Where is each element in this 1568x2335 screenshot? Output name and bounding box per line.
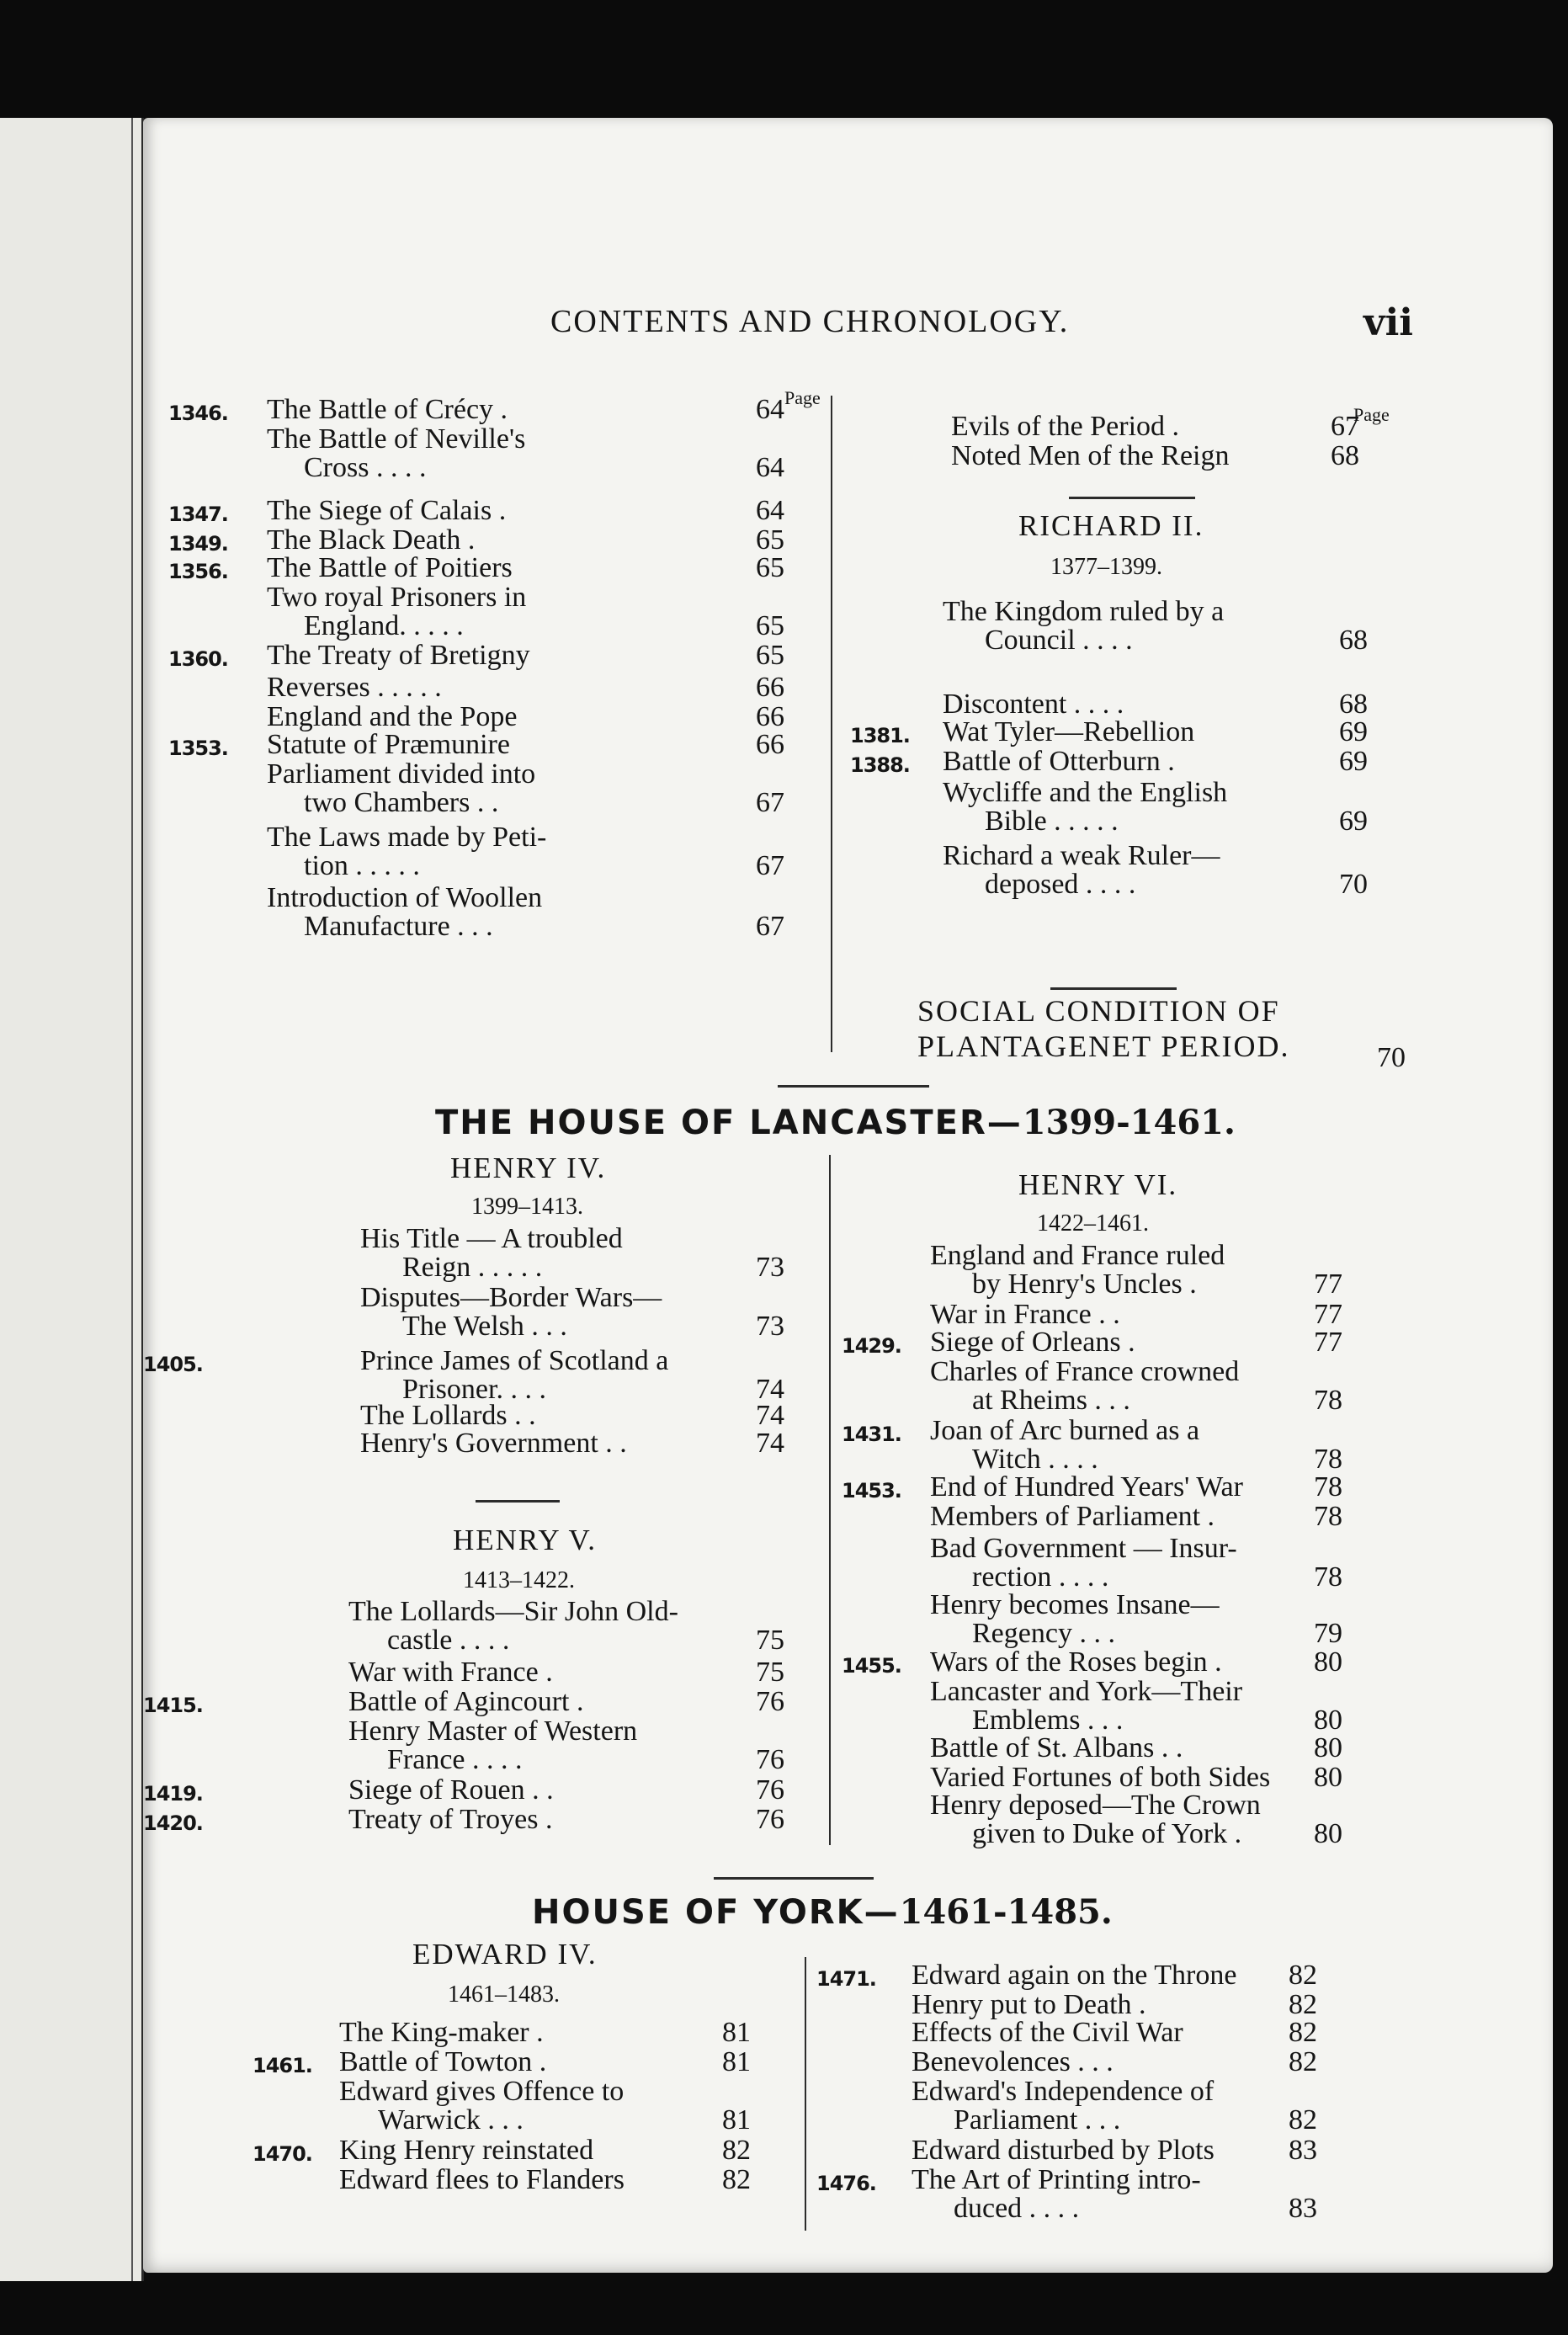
entry-page: 74 bbox=[756, 1428, 784, 1459]
entry-text: Noted Men of the Reign bbox=[951, 440, 1230, 471]
entry-text: The Battle of Neville's bbox=[267, 423, 526, 455]
entry-text: Effects of the Civil War bbox=[912, 2017, 1183, 2048]
entry-text: The King-maker . bbox=[339, 2017, 544, 2048]
entry-text: Henry deposed—The Crown bbox=[930, 1790, 1261, 1821]
entry-text: The Lollards—Sir John Old- bbox=[348, 1596, 678, 1627]
entry-page: 79 bbox=[1314, 1618, 1342, 1649]
entry-year: 1346. bbox=[168, 402, 228, 425]
entry-text: England and France ruled bbox=[930, 1240, 1225, 1271]
henry6-title: HENRY VI. bbox=[1018, 1168, 1178, 1201]
entry-text: Emblems . . . bbox=[972, 1705, 1124, 1736]
entry-text: Bible . . . . . bbox=[985, 806, 1119, 837]
edward4-title: EDWARD IV. bbox=[412, 1938, 598, 1971]
henry5-years: 1413–1422. bbox=[463, 1567, 575, 1593]
entry-page: 82 bbox=[722, 2164, 751, 2195]
york-heading-years: 1461-1485. bbox=[899, 1892, 1113, 1932]
henry4-years: 1399–1413. bbox=[471, 1194, 583, 1220]
entry-text: Bad Government — Insur- bbox=[930, 1533, 1237, 1564]
entry-text: Evils of the Period . bbox=[951, 411, 1180, 442]
entry-page: 76 bbox=[756, 1744, 784, 1775]
entry-page: 65 bbox=[756, 640, 784, 671]
entry-text: Battle of Agincourt . bbox=[348, 1686, 584, 1717]
entry-text: two Chambers . . bbox=[304, 787, 499, 818]
entry-text: Siege of Rouen . . bbox=[348, 1774, 554, 1806]
entry-year: 1349. bbox=[168, 532, 228, 556]
entry-text: duced . . . . bbox=[954, 2193, 1080, 2224]
entry-text: Charles of France crowned bbox=[930, 1356, 1240, 1387]
entry-text: Henry becomes Insane— bbox=[930, 1589, 1220, 1620]
entry-text: Regency . . . bbox=[972, 1618, 1115, 1649]
entry-text: England and the Pope bbox=[267, 701, 518, 732]
entry-page: 81 bbox=[722, 2046, 751, 2077]
entry-text: Wars of the Roses begin . bbox=[930, 1646, 1222, 1678]
entry-page: 67 bbox=[756, 787, 784, 818]
entry-text: Reverses . . . . . bbox=[267, 672, 442, 703]
page-header-title: CONTENTS AND CHRONOLOGY. bbox=[550, 304, 1070, 339]
entry-text: Henry's Government . . bbox=[360, 1428, 627, 1459]
entry-text: Battle of Otterburn . bbox=[943, 746, 1175, 777]
entry-page: 74 bbox=[756, 1400, 784, 1431]
entry-text: by Henry's Uncles . bbox=[972, 1269, 1197, 1300]
lancaster-heading-years: 1399-1461. bbox=[1022, 1103, 1236, 1142]
entry-text: Parliament . . . bbox=[954, 2104, 1121, 2136]
entry-text: tion . . . . . bbox=[304, 850, 420, 881]
entry-text: rection . . . . bbox=[972, 1561, 1109, 1593]
entry-page: 69 bbox=[1339, 746, 1368, 777]
richard-title: RICHARD II. bbox=[1018, 509, 1204, 542]
entry-page: 73 bbox=[756, 1311, 784, 1342]
entry-page: 82 bbox=[1289, 2104, 1317, 2136]
entry-text: Joan of Arc burned as a bbox=[930, 1415, 1200, 1446]
entry-page: 65 bbox=[756, 610, 784, 641]
entry-year: 1353. bbox=[168, 737, 228, 760]
entry-page: 76 bbox=[756, 1804, 784, 1835]
richard-years: 1377–1399. bbox=[1050, 554, 1162, 580]
entry-text: Parliament divided into bbox=[267, 758, 536, 790]
entry-page: 65 bbox=[756, 524, 784, 556]
entry-page: 75 bbox=[756, 1657, 784, 1688]
lancaster-heading-text: THE HOUSE OF LANCASTER— bbox=[435, 1104, 1023, 1142]
entry-page: 78 bbox=[1314, 1444, 1342, 1475]
entry-text: Edward flees to Flanders bbox=[339, 2164, 625, 2195]
entry-text: Treaty of Troyes . bbox=[348, 1804, 553, 1835]
entry-text: The Lollards . . bbox=[360, 1400, 536, 1431]
entry-text: War with France . bbox=[348, 1657, 553, 1688]
entry-text: The Laws made by Peti- bbox=[267, 822, 547, 853]
entry-text: Siege of Orleans . bbox=[930, 1327, 1135, 1358]
entry-page: 66 bbox=[756, 729, 784, 760]
entry-page: 83 bbox=[1289, 2135, 1317, 2166]
entry-text: Edward disturbed by Plots bbox=[912, 2135, 1215, 2166]
entry-year: 1419. bbox=[143, 1782, 203, 1806]
entry-page: 65 bbox=[756, 552, 784, 583]
entry-page: 64 bbox=[756, 495, 784, 526]
entry-page: 80 bbox=[1314, 1705, 1342, 1736]
entry-text: Statute of Præmunire bbox=[267, 729, 510, 760]
entry-page: 66 bbox=[756, 672, 784, 703]
entry-page: 76 bbox=[756, 1774, 784, 1806]
york-heading-text: HOUSE OF YORK— bbox=[532, 1893, 900, 1932]
entry-text: Introduction of Woollen bbox=[267, 882, 543, 913]
entry-year: 1429. bbox=[842, 1334, 901, 1358]
entry-page: 82 bbox=[1289, 2046, 1317, 2077]
entry-text: Members of Parliament . bbox=[930, 1501, 1215, 1532]
entry-year: 1420. bbox=[143, 1811, 203, 1835]
entry-year: 1415. bbox=[143, 1694, 203, 1717]
entry-year: 1461. bbox=[252, 2054, 312, 2077]
entry-text: Warwick . . . bbox=[378, 2104, 524, 2136]
entry-text: End of Hundred Years' War bbox=[930, 1471, 1243, 1503]
entry-page: 66 bbox=[756, 701, 784, 732]
entry-page: 69 bbox=[1339, 806, 1368, 837]
york-column-divider bbox=[805, 1957, 806, 2231]
entry-page: 78 bbox=[1314, 1561, 1342, 1593]
entry-page: 64 bbox=[756, 452, 784, 483]
entry-page: 81 bbox=[722, 2017, 751, 2048]
entry-year: 1360. bbox=[168, 647, 228, 671]
entry-year: 1347. bbox=[168, 503, 228, 526]
page-number: vii bbox=[1363, 301, 1413, 344]
entry-year: 1405. bbox=[143, 1353, 203, 1376]
entry-text: Council . . . . bbox=[985, 625, 1133, 656]
entry-text: Reign . . . . . bbox=[402, 1252, 543, 1283]
entry-page: 67 bbox=[1331, 411, 1359, 442]
entry-text: Edward again on the Throne bbox=[912, 1960, 1237, 1991]
entry-page: 83 bbox=[1289, 2193, 1317, 2224]
entry-page: 69 bbox=[1339, 716, 1368, 747]
rule-social bbox=[1050, 987, 1177, 990]
entry-year: 1470. bbox=[252, 2142, 312, 2166]
entry-page: 78 bbox=[1314, 1471, 1342, 1503]
entry-page: 77 bbox=[1314, 1299, 1342, 1330]
entry-page: 82 bbox=[1289, 1960, 1317, 1991]
entry-text: The Welsh . . . bbox=[402, 1311, 567, 1342]
entry-page: 68 bbox=[1339, 625, 1368, 656]
entry-text: Disputes—Border Wars— bbox=[360, 1282, 662, 1313]
entry-year: 1431. bbox=[842, 1423, 901, 1446]
entry-text: given to Duke of York . bbox=[972, 1818, 1242, 1849]
page-column-label-right: Page bbox=[1353, 404, 1390, 425]
entry-text: The Art of Printing intro- bbox=[912, 2164, 1201, 2195]
entry-page: 78 bbox=[1314, 1501, 1342, 1532]
lancaster-column-divider bbox=[829, 1155, 831, 1845]
book-page: CONTENTS AND CHRONOLOGY. vii Page Page 1346. The Battle of Crécy . 64 The Battle of Neville's Cross . . . . 64 1347. The Siege of Calais . 64 1349. The Black Death . 65 1356. The Battle of Poitiers 65 Two royal Prisoners in England. . . . . 65 1360. The Treaty of Bretigny 65 Reverses . . . . . 66 England and the Pope 66 1353. Statute of Præmunire 66 Parliament divided into two Chambers . . 67 The Laws made by Peti- tion . . . . . 67 Introduction of Woollen Manufacture . . . 67 Evils of the Period . 67 Noted Men of the Reign 68 RICHARD II. 1377–1399. The Kingdom ruled by a Council . . . . 68 Discontent . . . . 68 1381. Wat Tyler—Rebellion 69 1388. Battle of Otterburn . 69 Wycliffe and the English Bible . . . . . 69 Richard a weak Ruler— deposed . . . . 70 SOCIAL CONDITION OF PLANTAGENET PERIOD. 70 THE HOUSE OF LANCASTER—1399-1461. HENRY IV. 1399–1413. His Title — A troubled Reign . . . . . 73 Disputes—Border Wars— The Welsh . . . 73 1405. Prince James of Scotland a Prisoner. . . . 74 The Lollards . . 74 Henry's Government . . 74 HENRY V. 1413–1422. The Lollards—Sir John Old- castle . . . . 75 War with France . 75 1415. Battle of Agincourt . 76 Henry Master of Western France . . . . 76 1419. Siege of Rouen . . 76 1420. Treaty of Troyes . 76 HENRY VI. 1422–1461. England and France ruled by Henry's Uncles . 77 War in France . . 77 1429. Siege of Orleans . 77 Charles of France crowned at Rheims . . . 78 1431. Joan of Arc burned as a Witch . . . . 78 1453. End of Hundred Years' War 78 Members of Parliament . 78 Bad Government — Insur- rection . . . . 78 Henry becomes Insane— Regency . . . 79 1455. Wars of the Roses begin . 80 Lancaster and York—Their Emblems . . . 80 Battle of St. Albans . . 80 Varied Fortunes of both Sides 80 Henry deposed—The Crown given to Duke of York . 80 HOUSE OF YORK—1461-1485. EDWARD IV. 1461–1483. The King-maker . 81 1461. Battle of Towton . 81 Edward gives Offence to Warwick . . . 81 1470. King Henry reinstated 82 Edward flees to Flanders 82 1471. Edward again on the Throne 82 Henry put to Death . 82 Effects of the Civil War 82 Benevolences . . . 82 Edward's Independence of Parliament . . . 82 Edward disturbed by Plots 83 1476. The Art of Printing intro- duced . . . . 83 bbox=[143, 118, 1553, 2273]
entry-text: Cross . . . . bbox=[304, 452, 427, 483]
plantagenet-column-divider bbox=[831, 396, 832, 1052]
entry-page: 82 bbox=[722, 2135, 751, 2166]
entry-text: England. . . . . bbox=[304, 610, 464, 641]
henry4-title: HENRY IV. bbox=[450, 1152, 607, 1184]
rule-lancaster bbox=[778, 1085, 929, 1088]
entry-page: 64 bbox=[756, 394, 784, 425]
entry-page: 70 bbox=[1339, 869, 1368, 900]
edward4-years: 1461–1483. bbox=[448, 1981, 560, 2008]
page-column-label-left: Page bbox=[784, 387, 821, 408]
entry-page: 82 bbox=[1289, 2017, 1317, 2048]
rule-henry5 bbox=[476, 1500, 560, 1503]
entry-year: 1356. bbox=[168, 560, 228, 583]
entry-page: 76 bbox=[756, 1686, 784, 1717]
entry-text: Battle of Towton . bbox=[339, 2046, 547, 2077]
entry-year: 1455. bbox=[842, 1654, 901, 1678]
entry-text: Edward's Independence of bbox=[912, 2076, 1215, 2107]
rule-richard bbox=[1069, 497, 1195, 499]
entry-text: Varied Fortunes of both Sides bbox=[930, 1762, 1271, 1793]
entry-page: 80 bbox=[1314, 1646, 1342, 1678]
entry-page: 77 bbox=[1314, 1327, 1342, 1358]
henry6-years: 1422–1461. bbox=[1037, 1210, 1149, 1237]
rule-york bbox=[714, 1877, 874, 1880]
entry-text: deposed . . . . bbox=[985, 869, 1136, 900]
entry-page: 75 bbox=[756, 1625, 784, 1656]
entry-page: 82 bbox=[1289, 1989, 1317, 2020]
henry5-title: HENRY V. bbox=[453, 1524, 597, 1556]
entry-text: Two royal Prisoners in bbox=[267, 582, 527, 613]
entry-year: 1471. bbox=[816, 1967, 876, 1991]
entry-text: France . . . . bbox=[387, 1744, 523, 1775]
entry-year: 1453. bbox=[842, 1479, 901, 1503]
entry-text: Benevolences . . . bbox=[912, 2046, 1114, 2077]
entry-page: 74 bbox=[756, 1374, 784, 1405]
entry-page: 68 bbox=[1331, 440, 1359, 471]
social-condition-line1: SOCIAL CONDITION OF bbox=[917, 994, 1280, 1028]
entry-year: 1381. bbox=[850, 724, 910, 747]
entry-page: 80 bbox=[1314, 1818, 1342, 1849]
entry-page: 67 bbox=[756, 850, 784, 881]
entry-text: King Henry reinstated bbox=[339, 2135, 594, 2166]
york-heading bbox=[532, 1892, 1113, 1932]
entry-page: 80 bbox=[1314, 1762, 1342, 1793]
entry-page: 81 bbox=[722, 2104, 751, 2136]
entry-text: War in France . . bbox=[930, 1299, 1120, 1330]
entry-year: 1476. bbox=[816, 2172, 876, 2195]
entry-page: 78 bbox=[1314, 1385, 1342, 1416]
entry-text: Henry put to Death . bbox=[912, 1989, 1146, 2020]
entry-page: 68 bbox=[1339, 689, 1368, 720]
entry-year: 1388. bbox=[850, 753, 910, 777]
entry-text: Witch . . . . bbox=[972, 1444, 1098, 1475]
social-condition-heading bbox=[917, 993, 1289, 1064]
entry-text: at Rheims . . . bbox=[972, 1385, 1130, 1416]
entry-page: 67 bbox=[756, 911, 784, 942]
entry-text: Richard a weak Ruler— bbox=[943, 840, 1220, 871]
entry-text: His Title — A troubled bbox=[360, 1223, 623, 1254]
entry-text: Edward gives Offence to bbox=[339, 2076, 625, 2107]
entry-text: The Battle of Crécy . bbox=[267, 394, 508, 425]
entry-text: Henry Master of Western bbox=[348, 1715, 638, 1747]
entry-text: Discontent . . . . bbox=[943, 689, 1124, 720]
entry-text: The Siege of Calais . bbox=[267, 495, 507, 526]
lancaster-heading bbox=[435, 1103, 1236, 1142]
entry-page: 77 bbox=[1314, 1269, 1342, 1300]
entry-text: The Treaty of Bretigny bbox=[267, 640, 530, 671]
entry-page: 73 bbox=[756, 1252, 784, 1283]
social-condition-line2: PLANTAGENET PERIOD. bbox=[917, 1029, 1290, 1063]
entry-text: Prisoner. . . . bbox=[402, 1374, 546, 1405]
entry-text: Manufacture . . . bbox=[304, 911, 493, 942]
adjacent-page-edge bbox=[0, 118, 144, 2281]
entry-text: The Black Death . bbox=[267, 524, 476, 556]
entry-text: Wycliffe and the English bbox=[943, 777, 1228, 808]
entry-page: 80 bbox=[1314, 1732, 1342, 1763]
entry-text: Battle of St. Albans . . bbox=[930, 1732, 1183, 1763]
entry-text: The Battle of Poitiers bbox=[267, 552, 513, 583]
entry-text: The Kingdom ruled by a bbox=[943, 596, 1225, 627]
entry-text: Prince James of Scotland a bbox=[360, 1345, 669, 1376]
entry-text: castle . . . . bbox=[387, 1625, 510, 1656]
entry-text: Lancaster and York—Their bbox=[930, 1676, 1243, 1707]
entry-text: Wat Tyler—Rebellion bbox=[943, 716, 1195, 747]
